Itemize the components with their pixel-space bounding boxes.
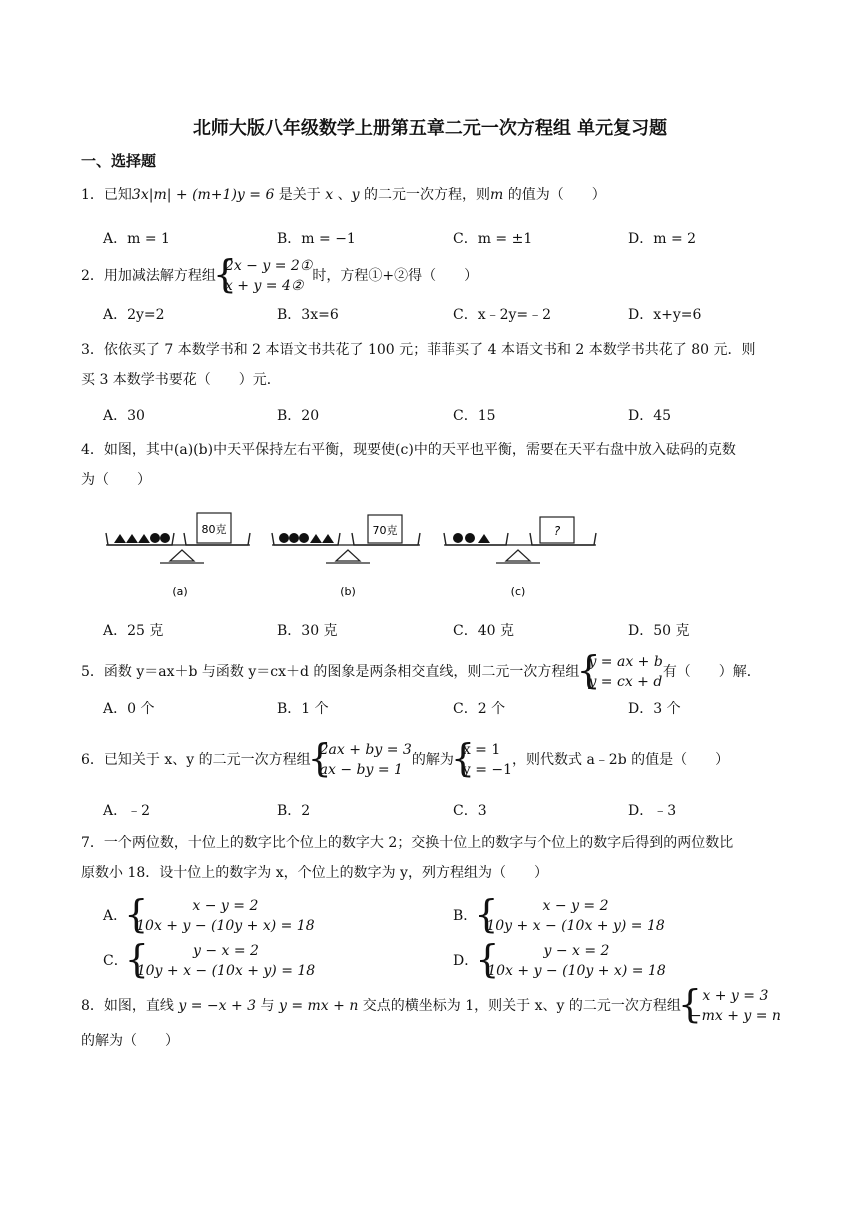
q1-text-c: 的值为（ ） xyxy=(503,187,606,203)
q7-option-c-system xyxy=(128,941,316,981)
q5-eq-1: { y = ax + b xyxy=(588,654,663,670)
q2-system xyxy=(216,256,312,296)
circle-icon xyxy=(453,533,463,543)
q7-option-d-system xyxy=(478,941,666,981)
q5-option-d[interactable]: D．3 个 xyxy=(628,701,681,717)
q7-c-eq-2: 10y + x − (10x + y) = 18 xyxy=(136,963,316,979)
q2-eq-1: { 2x − y = 2① xyxy=(224,258,313,274)
weight-a-label: 80克 xyxy=(201,523,227,536)
q2-option-d[interactable]: D．x+y=6 xyxy=(628,307,702,323)
label-c: (c) xyxy=(510,585,526,598)
triangle-icon xyxy=(310,534,322,543)
q4-line-1: 4．如图，其中(a)(b)中天平保持左右平衡，现要使(c)中的天平也平衡，需要在天平右盘中放入砝码的克数 xyxy=(81,442,736,458)
q3-option-c[interactable]: C．15 xyxy=(453,408,496,424)
q1-text-b: 的二元一次方程，则 xyxy=(359,187,490,203)
q7-option-a[interactable] xyxy=(103,896,315,936)
triangle-icon xyxy=(478,534,490,543)
question-6 xyxy=(81,740,811,780)
question-4 xyxy=(81,435,811,495)
q1-var-m: m xyxy=(490,187,504,203)
triangle-icon xyxy=(138,534,150,543)
q6-system xyxy=(311,740,412,780)
q5-option-c[interactable]: C．2 个 xyxy=(453,701,506,717)
q2-option-a[interactable]: A．2y=2 xyxy=(103,307,165,323)
q7-b-eq-2: 10y + x − (10x + y) = 18 xyxy=(486,918,665,934)
q2-option-c[interactable]: C．x﹣2y=﹣2 xyxy=(453,307,552,323)
section-heading: 一、选择题 xyxy=(81,152,157,170)
q7-a-eq-1: { x − y = 2 xyxy=(192,898,259,914)
triangle-icon xyxy=(114,534,126,543)
q5-option-a[interactable]: A．0 个 xyxy=(103,701,155,717)
q8-prefix: 8．如图，直线 xyxy=(81,998,179,1014)
q3-option-a[interactable]: A．30 xyxy=(103,408,145,424)
weight-b-label: 70克 xyxy=(372,524,398,537)
q8-mid-2: 交点的横坐标为 1，则关于 x、y 的二元一次方程组 xyxy=(358,998,681,1014)
q4-line-2: 为（ ） xyxy=(81,472,151,488)
q7-d-eq-1: { y − x = 2 xyxy=(543,943,610,959)
q7-line-2: 原数小 18．设十位上的数字为 x，个位上的数字为 y，列方程组为（ ） xyxy=(81,865,548,881)
q8-eq-1: { x + y = 3 xyxy=(702,988,769,1004)
q6-eq-2: ax − by = 1 xyxy=(319,762,403,778)
balance-figure xyxy=(100,505,610,609)
question-8 xyxy=(81,986,811,1056)
label-a: (a) xyxy=(172,585,188,598)
circle-icon xyxy=(150,533,160,543)
q7-option-c-label: C． xyxy=(103,953,128,969)
question-3 xyxy=(81,335,811,395)
q2-prefix: 2．用加减法解方程组 xyxy=(81,268,216,284)
q1-option-d[interactable]: D．m = 2 xyxy=(628,231,697,247)
balance-c xyxy=(444,517,596,598)
q4-option-d[interactable]: D．50 克 xyxy=(628,623,690,639)
q8-line-1-equation: y = −x + 3 xyxy=(178,998,257,1014)
q2-eq-2: x + y = 4② xyxy=(224,278,304,294)
q6-sol-y: y = −1 xyxy=(462,762,513,778)
q1-prefix: 1．已知 xyxy=(81,187,132,203)
q7-option-c[interactable] xyxy=(103,941,315,981)
q7-option-b-label: B． xyxy=(453,908,478,924)
q5-suffix: 有（ ）解． xyxy=(662,664,761,680)
q1-text-a: 是关于 xyxy=(274,187,326,203)
circle-icon xyxy=(279,533,289,543)
q6-mid: 的解为 xyxy=(411,752,454,768)
balance-figure-svg xyxy=(100,505,610,605)
q1-option-b[interactable]: B．m = −1 xyxy=(277,231,356,247)
q6-option-b[interactable]: B．2 xyxy=(277,803,311,819)
q8-mid-1: 与 xyxy=(256,998,279,1014)
balance-a xyxy=(106,513,250,598)
circle-icon xyxy=(465,533,475,543)
q3-line-2: 买 3 本数学书要花（ ）元． xyxy=(81,372,281,388)
q5-option-b[interactable]: B．1 个 xyxy=(277,701,329,717)
q3-option-d[interactable]: D．45 xyxy=(628,408,672,424)
q7-option-b[interactable] xyxy=(453,896,665,936)
q7-option-d[interactable] xyxy=(453,941,666,981)
weight-c-label: ? xyxy=(553,524,561,538)
q6-option-a[interactable]: A．﹣2 xyxy=(103,803,151,819)
q8-system xyxy=(681,986,781,1026)
q1-sep: 、 xyxy=(333,187,352,203)
q7-option-a-label: A． xyxy=(103,908,128,924)
q2-option-b[interactable]: B．3x=6 xyxy=(277,307,339,323)
triangle-icon xyxy=(126,534,138,543)
q7-option-d-label: D． xyxy=(453,953,479,969)
q1-equation: 3x|m| + (m+1)y = 6 xyxy=(131,187,275,203)
question-2 xyxy=(81,256,811,296)
question-7 xyxy=(81,828,811,888)
balance-b xyxy=(272,515,420,598)
q8-line-2-equation: y = mx + n xyxy=(278,998,359,1014)
q8-eq-2: −mx + y = n xyxy=(689,1008,781,1024)
q7-d-eq-2: 10x + y − (10y + x) = 18 xyxy=(487,963,666,979)
q6-prefix: 6．已知关于 x、y 的二元一次方程组 xyxy=(81,752,311,768)
q7-b-eq-1: { x − y = 2 xyxy=(542,898,609,914)
q4-option-b[interactable]: B．30 克 xyxy=(277,623,338,639)
q5-eq-2: y = cx + d xyxy=(588,674,663,690)
q8-line-2: 的解为（ ） xyxy=(81,1033,179,1049)
q1-var-x: x xyxy=(325,187,334,203)
circle-icon xyxy=(299,533,309,543)
q7-a-eq-2: 10x + y − (10y + x) = 18 xyxy=(136,918,315,934)
q6-sol-x: { x = 1 xyxy=(462,742,501,758)
question-1 xyxy=(81,180,811,210)
q6-solution xyxy=(454,740,512,780)
triangle-icon xyxy=(322,534,334,543)
circle-icon xyxy=(289,533,299,543)
q2-suffix: 时，方程①+②得（ ） xyxy=(312,268,479,284)
q6-option-c[interactable]: C．3 xyxy=(453,803,487,819)
label-b: (b) xyxy=(340,585,356,598)
circle-icon xyxy=(160,533,170,543)
q5-prefix: 5．函数 y＝ax＋b 与函数 y＝cx＋d 的图象是两条相交直线，则二元一次方程组 xyxy=(81,664,580,680)
q7-option-a-system xyxy=(127,896,315,936)
question-5 xyxy=(81,652,811,692)
q6-option-d[interactable]: D．﹣3 xyxy=(628,803,677,819)
q1-var-y: y xyxy=(351,187,360,203)
q3-option-b[interactable]: B．20 xyxy=(277,408,320,424)
q1-option-a[interactable]: A．m = 1 xyxy=(103,231,170,247)
q3-line-1: 3．依依买了 7 本数学书和 2 本语文书共花了 100 元；菲菲买了 4 本语文书和 2 本数学书共花了 80 元．则 xyxy=(81,342,756,358)
q1-option-c[interactable]: C．m = ±1 xyxy=(453,231,533,247)
q7-option-b-system xyxy=(477,896,665,936)
q6-eq-1: { 2ax + by = 3 xyxy=(319,742,412,758)
q6-suffix: ，则代数式 a﹣2b 的值是（ ） xyxy=(512,752,730,768)
q7-line-1: 7．一个两位数，十位上的数字比个位上的数字大 2；交换十位上的数字与个位上的数字后得到的两位数比 xyxy=(81,835,734,851)
page-title: 北师大版八年级数学上册第五章二元一次方程组 单元复习题 xyxy=(192,118,668,139)
q4-option-a[interactable]: A．25 克 xyxy=(103,623,164,639)
q5-system xyxy=(579,652,662,692)
q7-c-eq-1: { y − x = 2 xyxy=(192,943,259,959)
q4-option-c[interactable]: C．40 克 xyxy=(453,623,514,639)
